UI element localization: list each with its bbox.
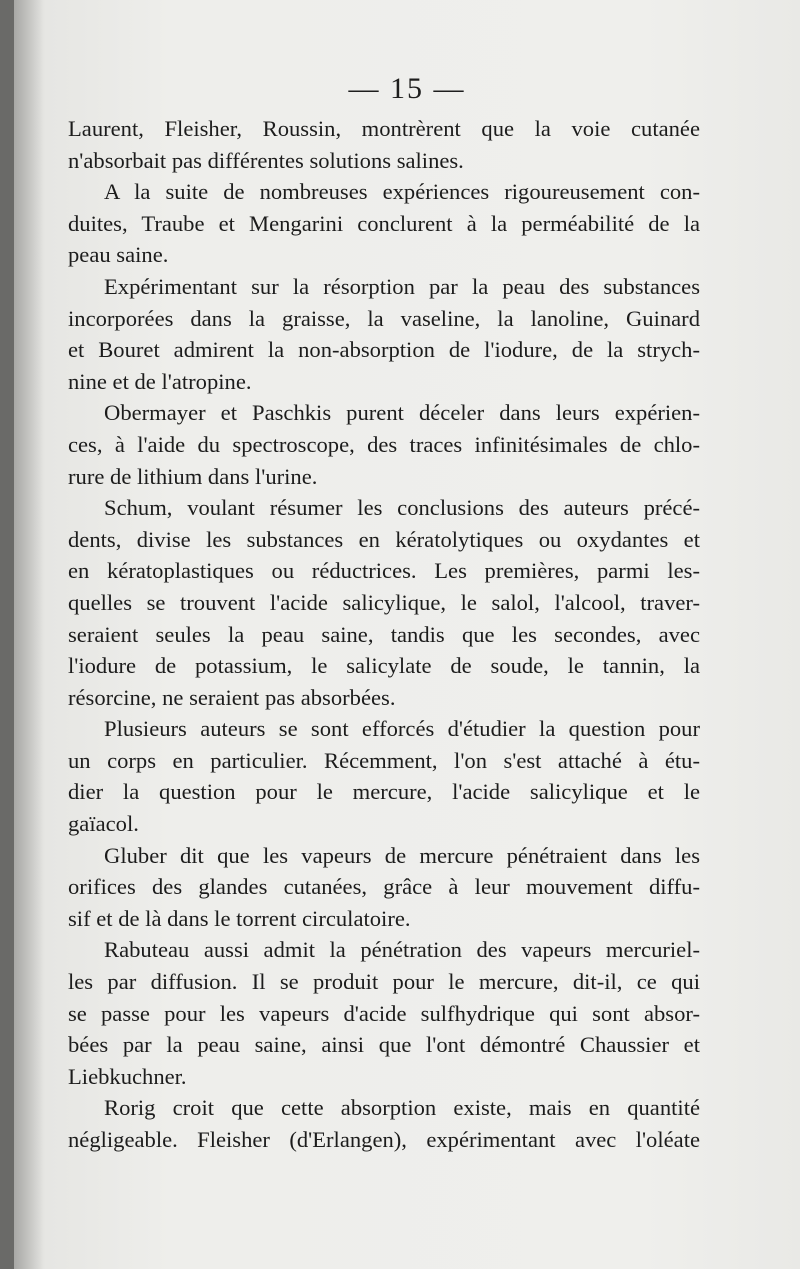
book-page: [14, 0, 800, 1269]
text-line: se passe pour les vapeurs d'acide sulfhydrique qui sont absor-: [68, 1000, 700, 1026]
paragraph: [68, 1092, 700, 1155]
paragraph: [68, 113, 700, 176]
paragraph: [68, 176, 700, 271]
text-line: dents, divise les substances en kératolytiques ou oxydantes et: [68, 526, 700, 552]
text-line: Plusieurs auteurs se sont efforcés d'étudier la question pour: [104, 716, 700, 742]
text-line: Schum, voulant résumer les conclusions des auteurs précé-: [104, 495, 700, 521]
text-line: rure de lithium dans l'urine.: [68, 463, 318, 489]
text-line: gaïacol.: [68, 811, 139, 837]
paragraph: [68, 713, 700, 839]
text-line: les par diffusion. Il se produit pour le mercure, dit-il, ce qui: [68, 969, 700, 995]
text-line: Obermayer et Paschkis purent déceler dans leurs expérien-: [104, 400, 700, 426]
text-line: Rorig croit que cette absorption existe, mais en quantité: [104, 1095, 700, 1121]
paragraph: [68, 492, 700, 713]
text-line: incorporées dans la graisse, la vaseline, la lanoline, Guinard: [68, 305, 700, 331]
text-line: seraient seules la peau saine, tandis que les secondes, avec: [68, 621, 700, 647]
paragraph: [68, 840, 700, 935]
text-line: sif et de là dans le torrent circulatoire.: [68, 905, 411, 931]
text-line: Expérimentant sur la résorption par la peau des substances: [104, 273, 700, 299]
text-line: et Bouret admirent la non-absorption de l'iodure, de la strych-: [68, 337, 700, 363]
paragraph: [68, 934, 700, 1092]
text-line: Gluber dit que les vapeurs de mercure pénétraient dans les: [104, 842, 700, 868]
text-line: Liebkuchner.: [68, 1063, 187, 1089]
page-number: — 15 —: [348, 72, 466, 105]
text-line: orifices des glandes cutanées, grâce à leur mouvement diffu-: [68, 874, 700, 900]
text-line: l'iodure de potassium, le salicylate de soude, le tannin, la: [68, 653, 700, 679]
text-line: négligeable. Fleisher (d'Erlangen), expérimentant avec l'oléate: [68, 1127, 700, 1152]
paragraph: [68, 397, 700, 492]
text-line: un corps en particulier. Récemment, l'on s'est attaché à étu-: [68, 747, 700, 773]
text-line: A la suite de nombreuses expériences rigoureusement con-: [104, 179, 700, 205]
text-line: bées par la peau saine, ainsi que l'ont démontré Chaussier et: [68, 1032, 700, 1058]
text-line: nine et de l'atropine.: [68, 368, 252, 394]
text-line: Rabuteau aussi admit la pénétration des vapeurs mercuriel-: [104, 937, 700, 963]
text-line: dier la question pour le mercure, l'acide salicylique et le: [68, 779, 700, 805]
text-line: ces, à l'aide du spectroscope, des traces infinitésimales de chlo-: [68, 431, 700, 457]
text-line: peau saine.: [68, 242, 169, 268]
text-line: en kératoplastiques ou réductrices. Les premières, parmi les-: [68, 558, 700, 584]
body-text: [68, 113, 700, 1156]
text-line: Laurent, Fleisher, Roussin, montrèrent que la voie cutanée: [68, 116, 700, 141]
paragraph: [68, 271, 700, 397]
text-line: quelles se trouvent l'acide salicylique, le salol, l'alcool, traver-: [68, 589, 700, 615]
text-line: duites, Traube et Mengarini conclurent à la perméabilité de la: [68, 210, 700, 236]
text-line: résorcine, ne seraient pas absorbées.: [68, 684, 396, 710]
text-line: n'absorbait pas différentes solutions salines.: [68, 147, 464, 173]
